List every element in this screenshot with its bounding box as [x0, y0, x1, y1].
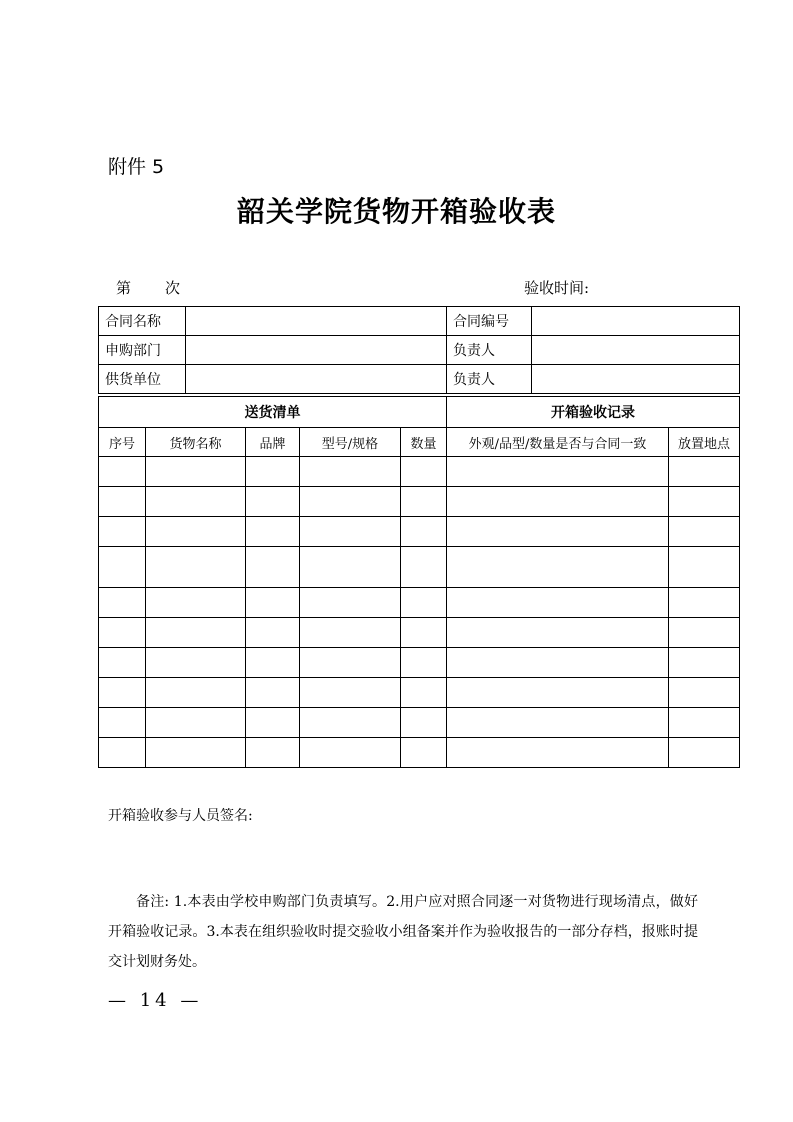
table-cell[interactable] [99, 648, 146, 678]
table-cell[interactable] [246, 517, 300, 547]
table-cell[interactable] [447, 618, 669, 648]
table-cell[interactable] [146, 457, 246, 487]
table-cell[interactable] [146, 547, 246, 588]
document-title: 韶关学院货物开箱验收表 [236, 195, 556, 228]
table-cell[interactable] [300, 457, 401, 487]
table-cell[interactable] [401, 547, 447, 588]
table-cell[interactable] [300, 708, 401, 738]
purchasing-dept-field[interactable] [186, 336, 447, 365]
table-cell[interactable] [300, 588, 401, 618]
table-cell[interactable] [246, 588, 300, 618]
col-header-serial: 序号 [99, 428, 146, 457]
table-row [99, 618, 740, 648]
table-row [99, 588, 740, 618]
table-cell[interactable] [146, 487, 246, 517]
table-cell[interactable] [401, 648, 447, 678]
supplier-row [99, 365, 740, 394]
col-header-goods-name: 货物名称 [146, 428, 246, 457]
table-cell[interactable] [669, 648, 740, 678]
batch-prefix: 第 [116, 279, 132, 297]
table-row [99, 547, 740, 588]
table-cell[interactable] [447, 547, 669, 588]
table-cell[interactable] [146, 708, 246, 738]
col-header-brand: 品牌 [246, 428, 300, 457]
table-cell[interactable] [99, 457, 146, 487]
table-cell[interactable] [146, 678, 246, 708]
table-cell[interactable] [99, 487, 146, 517]
table-cell[interactable] [246, 547, 300, 588]
table-cell[interactable] [300, 547, 401, 588]
table-cell[interactable] [669, 708, 740, 738]
table-cell[interactable] [99, 738, 146, 768]
table-cell[interactable] [401, 708, 447, 738]
table-cell[interactable] [669, 738, 740, 768]
delivery-list-title: 送货清单 [99, 397, 447, 428]
page-number: — 14 — [108, 990, 203, 1011]
contract-info-table [98, 306, 740, 394]
signatures-label: 开箱验收参与人员签名: [108, 808, 253, 824]
contract-name-field[interactable] [186, 307, 447, 336]
section-header-row [99, 397, 740, 428]
table-cell[interactable] [99, 678, 146, 708]
attachment-label: 附件 5 [108, 156, 165, 178]
table-cell[interactable] [401, 457, 447, 487]
table-cell[interactable] [447, 487, 669, 517]
table-cell[interactable] [447, 738, 669, 768]
purchasing-dept-label: 申购部门 [99, 336, 186, 365]
col-header-conformity: 外观/品型/数量是否与合同一致 [447, 428, 669, 457]
table-cell[interactable] [669, 517, 740, 547]
table-cell[interactable] [447, 588, 669, 618]
inspection-time-label: 验收时间: [524, 279, 590, 297]
contract-name-label: 合同名称 [99, 307, 186, 336]
supplier-person-in-charge-field[interactable] [532, 365, 740, 394]
contract-row [99, 307, 740, 336]
table-cell[interactable] [99, 547, 146, 588]
department-row [99, 336, 740, 365]
table-cell[interactable] [669, 547, 740, 588]
batch-label [116, 277, 180, 298]
table-cell[interactable] [447, 517, 669, 547]
col-header-location: 放置地点 [669, 428, 740, 457]
table-cell[interactable] [246, 648, 300, 678]
table-cell[interactable] [401, 517, 447, 547]
table-cell[interactable] [401, 678, 447, 708]
table-cell[interactable] [146, 618, 246, 648]
table-cell[interactable] [401, 588, 447, 618]
table-cell[interactable] [447, 648, 669, 678]
contract-number-label: 合同编号 [447, 307, 532, 336]
table-cell[interactable] [669, 678, 740, 708]
table-cell[interactable] [146, 517, 246, 547]
table-cell[interactable] [447, 708, 669, 738]
table-cell[interactable] [447, 678, 669, 708]
table-row [99, 738, 740, 768]
table-cell[interactable] [300, 517, 401, 547]
table-cell[interactable] [146, 588, 246, 618]
table-cell[interactable] [99, 618, 146, 648]
inspection-record-title: 开箱验收记录 [447, 397, 740, 428]
table-cell[interactable] [246, 738, 300, 768]
contract-number-field[interactable] [532, 307, 740, 336]
table-cell[interactable] [99, 708, 146, 738]
table-cell[interactable] [447, 457, 669, 487]
table-cell[interactable] [246, 618, 300, 648]
table-cell[interactable] [401, 618, 447, 648]
supplier-field[interactable] [186, 365, 447, 394]
table-cell[interactable] [401, 487, 447, 517]
table-cell[interactable] [300, 678, 401, 708]
table-row [99, 678, 740, 708]
table-cell[interactable] [669, 457, 740, 487]
table-cell[interactable] [246, 708, 300, 738]
table-cell[interactable] [669, 588, 740, 618]
batch-suffix: 次 [165, 279, 181, 297]
table-cell[interactable] [669, 618, 740, 648]
table-cell[interactable] [99, 517, 146, 547]
table-cell[interactable] [401, 738, 447, 768]
table-cell[interactable] [300, 648, 401, 678]
table-cell[interactable] [300, 618, 401, 648]
table-row [99, 457, 740, 487]
table-cell[interactable] [669, 487, 740, 517]
table-cell[interactable] [246, 457, 300, 487]
table-cell[interactable] [246, 487, 300, 517]
table-cell[interactable] [99, 588, 146, 618]
column-header-row [99, 428, 740, 457]
col-header-quantity: 数量 [401, 428, 447, 457]
table-cell[interactable] [300, 738, 401, 768]
table-row [99, 708, 740, 738]
dept-person-in-charge-field[interactable] [532, 336, 740, 365]
dept-person-in-charge-label: 负责人 [447, 336, 532, 365]
table-row [99, 648, 740, 678]
table-cell[interactable] [246, 678, 300, 708]
table-row [99, 487, 740, 517]
col-header-model: 型号/规格 [300, 428, 401, 457]
table-row [99, 517, 740, 547]
table-cell[interactable] [146, 738, 246, 768]
table-cell[interactable] [146, 648, 246, 678]
remark-text: 备注: 1.本表由学校申购部门负责填写。2.用户应对照合同逐一对货物进行现场清点，做好开箱验收记录。3.本表在组织验收时提交验收小组备案并作为验收报告的一部分存档，报账时提交计划财务处。 [108, 894, 698, 970]
supplier-person-in-charge-label: 负责人 [447, 365, 532, 394]
goods-table [98, 396, 740, 768]
supplier-label: 供货单位 [99, 365, 186, 394]
table-cell[interactable] [300, 487, 401, 517]
